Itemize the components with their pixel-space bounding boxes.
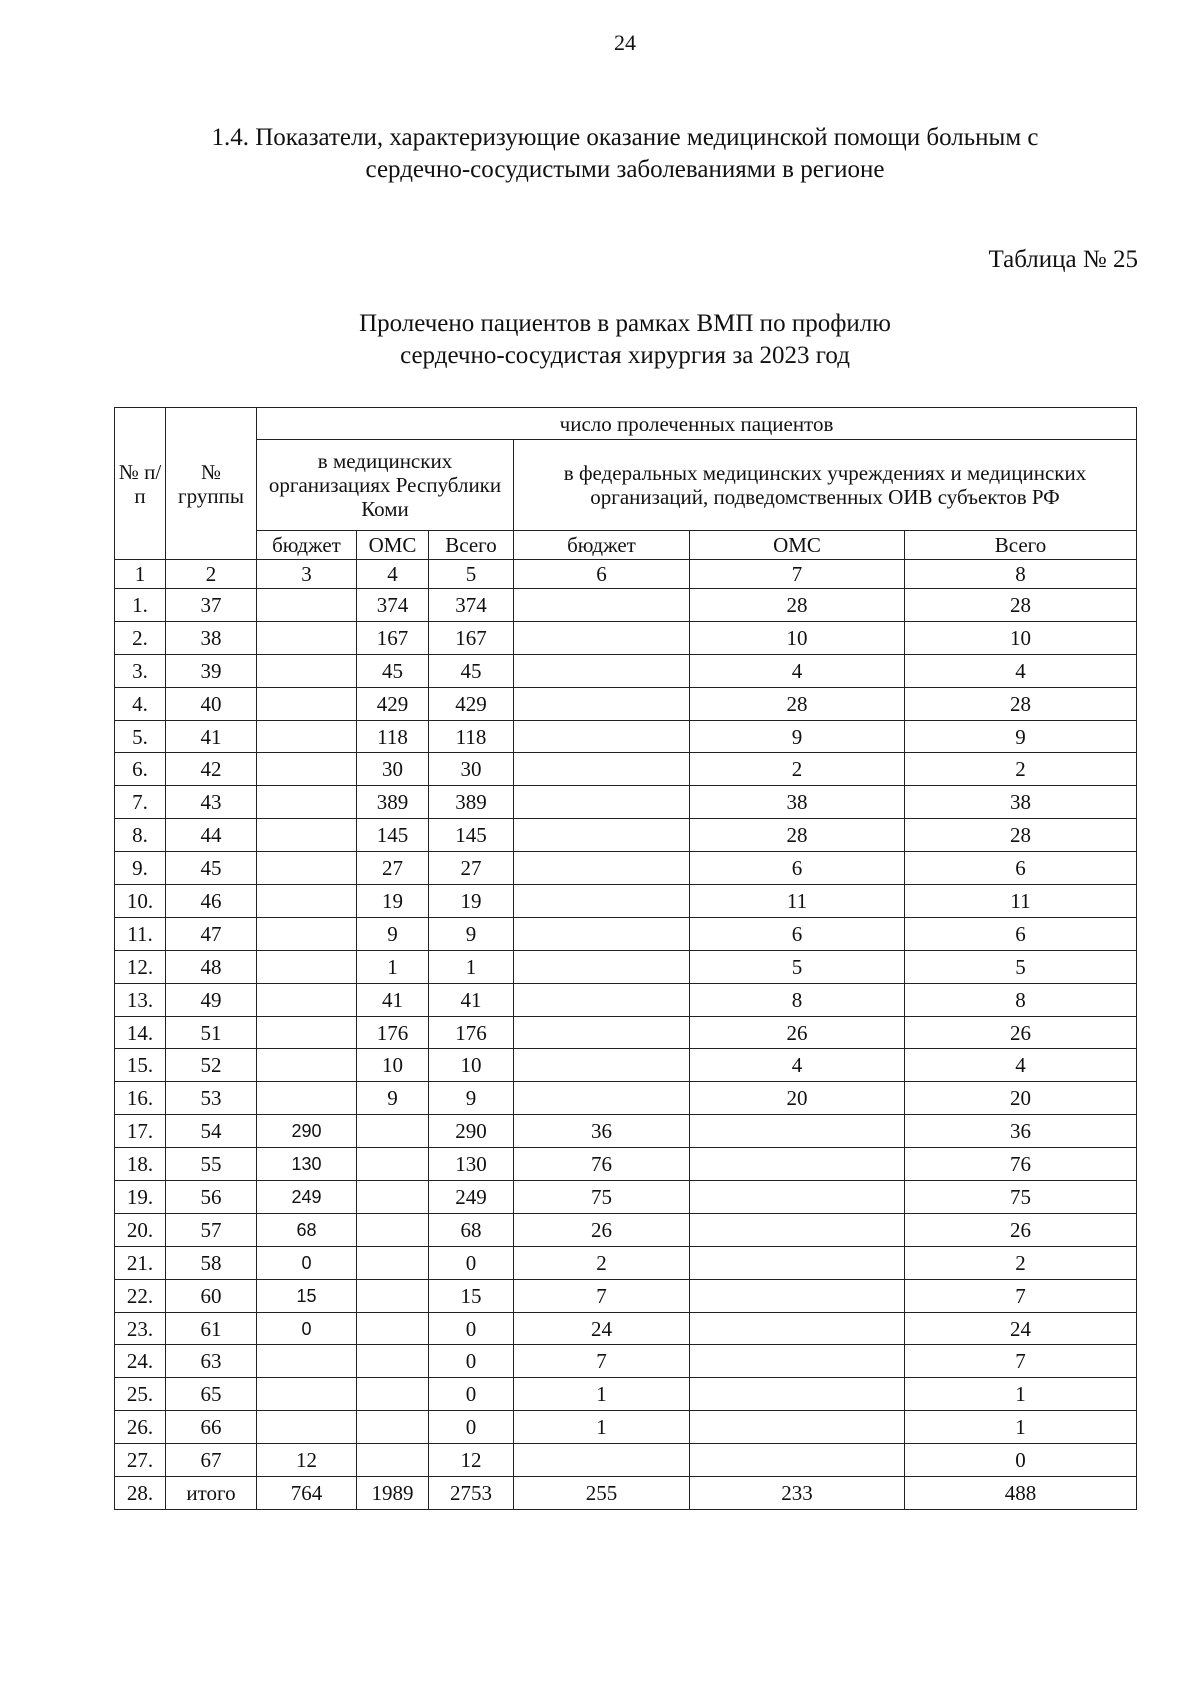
federal-total-cell: 7 (905, 1279, 1137, 1312)
group-number-cell: 43 (166, 786, 257, 819)
komi-budget-cell (257, 786, 357, 819)
komi-total-cell: 176 (429, 1016, 514, 1049)
table-row (115, 589, 1137, 622)
table-row (115, 654, 1137, 687)
komi-total-cell: 27 (429, 852, 514, 885)
table-row (115, 819, 1137, 852)
komi-total-cell: 12 (429, 1444, 514, 1477)
row-number-cell: 12. (115, 950, 166, 983)
table-row (115, 1312, 1137, 1345)
federal-budget-cell (514, 885, 690, 918)
komi-total-cell: 1 (429, 950, 514, 983)
table-number: Таблица № 25 (988, 246, 1138, 273)
federal-oms-cell: 20 (690, 1082, 905, 1115)
federal-budget-cell: 75 (514, 1181, 690, 1214)
komi-budget-cell: 130 (257, 1148, 357, 1181)
federal-budget-cell: 24 (514, 1312, 690, 1345)
komi-budget-cell (257, 917, 357, 950)
komi-total-cell: 10 (429, 1049, 514, 1082)
federal-total-cell: 36 (905, 1115, 1137, 1148)
group-number-cell: 55 (166, 1148, 257, 1181)
federal-total-cell: 38 (905, 786, 1137, 819)
federal-oms-cell: 6 (690, 917, 905, 950)
group-number-cell: 52 (166, 1049, 257, 1082)
row-number-cell: 2. (115, 621, 166, 654)
komi-budget-cell (257, 1049, 357, 1082)
federal-total-cell: 26 (905, 1213, 1137, 1246)
row-number-cell: 18. (115, 1148, 166, 1181)
federal-oms-cell (690, 1246, 905, 1279)
federal-budget-cell: 2 (514, 1246, 690, 1279)
table-row (115, 983, 1137, 1016)
federal-oms-cell (690, 1312, 905, 1345)
federal-budget-cell (514, 687, 690, 720)
table-row (115, 1246, 1137, 1279)
table-row (115, 1181, 1137, 1214)
komi-oms-cell: 30 (357, 753, 429, 786)
federal-oms-cell: 38 (690, 786, 905, 819)
table-row (115, 1444, 1137, 1477)
komi-total-cell: 15 (429, 1279, 514, 1312)
table-title-line-1: Пролечено пациентов в рамках ВМП по профилю (359, 310, 891, 337)
group-number-cell: 54 (166, 1115, 257, 1148)
komi-budget-cell: 68 (257, 1213, 357, 1246)
komi-oms-cell: 374 (357, 589, 429, 622)
federal-oms-cell (690, 1345, 905, 1378)
komi-oms-cell: 176 (357, 1016, 429, 1049)
table-title (100, 308, 1150, 372)
federal-budget-cell (514, 786, 690, 819)
table-row (115, 1049, 1137, 1082)
federal-total-cell: 1 (905, 1411, 1137, 1444)
komi-budget-cell (257, 621, 357, 654)
federal-oms-cell (690, 1115, 905, 1148)
federal-oms-cell: 5 (690, 950, 905, 983)
komi-total-cell: 249 (429, 1181, 514, 1214)
komi-budget-cell (257, 852, 357, 885)
header-treated-patients: число пролеченных пациентов (257, 408, 1137, 440)
federal-budget-cell (514, 1016, 690, 1049)
federal-oms-cell: 2 (690, 753, 905, 786)
group-number-cell: 40 (166, 687, 257, 720)
group-number-cell: 51 (166, 1016, 257, 1049)
federal-oms-cell: 8 (690, 983, 905, 1016)
federal-total-cell: 2 (905, 1246, 1137, 1279)
group-number-cell: 67 (166, 1444, 257, 1477)
komi-oms-cell (357, 1279, 429, 1312)
table-row (115, 852, 1137, 885)
federal-budget-cell (514, 819, 690, 852)
column-index: 7 (690, 560, 905, 589)
table-row (115, 753, 1137, 786)
komi-oms-cell: 45 (357, 654, 429, 687)
komi-oms-cell (357, 1148, 429, 1181)
table-title-line-2: сердечно-сосудистая хирургия за 2023 год (400, 342, 850, 369)
group-number-cell: 61 (166, 1312, 257, 1345)
row-number-cell: 21. (115, 1246, 166, 1279)
federal-total-cell: 4 (905, 654, 1137, 687)
komi-total-cell: 19 (429, 885, 514, 918)
komi-total-cell: 9 (429, 1082, 514, 1115)
header-komi-total: Всего (429, 531, 514, 560)
row-number-cell: 25. (115, 1378, 166, 1411)
row-number-cell: 28. (115, 1477, 166, 1510)
group-number-cell: 60 (166, 1279, 257, 1312)
table-row (115, 1378, 1137, 1411)
table-row (115, 950, 1137, 983)
federal-total-cell: 11 (905, 885, 1137, 918)
federal-budget-cell (514, 654, 690, 687)
column-index: 3 (257, 560, 357, 589)
komi-budget-cell: 15 (257, 1279, 357, 1312)
komi-total-cell: 130 (429, 1148, 514, 1181)
federal-oms-cell (690, 1411, 905, 1444)
komi-oms-cell (357, 1378, 429, 1411)
komi-oms-cell: 167 (357, 621, 429, 654)
federal-budget-cell (514, 983, 690, 1016)
federal-oms-cell: 233 (690, 1477, 905, 1510)
komi-budget-cell: 0 (257, 1312, 357, 1345)
komi-total-cell: 145 (429, 819, 514, 852)
patients-table (114, 407, 1137, 1510)
group-number-cell: 37 (166, 589, 257, 622)
header-row-number: № п/п (115, 408, 166, 560)
group-number-cell: 42 (166, 753, 257, 786)
federal-budget-cell: 7 (514, 1279, 690, 1312)
komi-total-cell: 2753 (429, 1477, 514, 1510)
header-komi-organizations: в медицинских организациях Республики Коми (257, 440, 514, 531)
federal-budget-cell (514, 1444, 690, 1477)
federal-oms-cell: 4 (690, 654, 905, 687)
group-number-cell: 65 (166, 1378, 257, 1411)
federal-oms-cell: 6 (690, 852, 905, 885)
group-number-cell: 38 (166, 621, 257, 654)
komi-total-cell: 9 (429, 917, 514, 950)
federal-total-cell: 20 (905, 1082, 1137, 1115)
federal-total-cell: 6 (905, 917, 1137, 950)
komi-total-cell: 118 (429, 720, 514, 753)
federal-budget-cell (514, 1082, 690, 1115)
header-komi-oms: ОМС (357, 531, 429, 560)
federal-budget-cell (514, 950, 690, 983)
komi-budget-cell (257, 1411, 357, 1444)
table-row (115, 885, 1137, 918)
table-row (115, 1148, 1137, 1181)
group-number-cell: 58 (166, 1246, 257, 1279)
komi-total-cell: 0 (429, 1411, 514, 1444)
komi-total-cell: 45 (429, 654, 514, 687)
table-row (115, 1477, 1137, 1510)
row-number-cell: 22. (115, 1279, 166, 1312)
komi-oms-cell: 9 (357, 917, 429, 950)
komi-budget-cell (257, 819, 357, 852)
komi-budget-cell (257, 1016, 357, 1049)
komi-oms-cell: 429 (357, 687, 429, 720)
row-number-cell: 13. (115, 983, 166, 1016)
komi-total-cell: 41 (429, 983, 514, 1016)
komi-budget-cell (257, 1378, 357, 1411)
group-number-cell: 57 (166, 1213, 257, 1246)
group-number-cell: 45 (166, 852, 257, 885)
komi-oms-cell (357, 1181, 429, 1214)
federal-budget-cell (514, 753, 690, 786)
komi-oms-cell: 389 (357, 786, 429, 819)
komi-budget-cell: 0 (257, 1246, 357, 1279)
federal-oms-cell: 28 (690, 589, 905, 622)
header-federal-total: Всего (905, 531, 1137, 560)
federal-total-cell: 28 (905, 687, 1137, 720)
table-body (115, 589, 1137, 1510)
federal-budget-cell (514, 720, 690, 753)
table-row (115, 1082, 1137, 1115)
table-row (115, 621, 1137, 654)
header-komi-budget: бюджет (257, 531, 357, 560)
federal-oms-cell: 28 (690, 687, 905, 720)
group-number-cell: 49 (166, 983, 257, 1016)
table-row (115, 1016, 1137, 1049)
komi-budget-cell (257, 720, 357, 753)
komi-oms-cell (357, 1115, 429, 1148)
komi-oms-cell (357, 1411, 429, 1444)
row-number-cell: 16. (115, 1082, 166, 1115)
group-number-cell: итого (166, 1477, 257, 1510)
federal-budget-cell: 1 (514, 1411, 690, 1444)
group-number-cell: 39 (166, 654, 257, 687)
federal-budget-cell (514, 621, 690, 654)
federal-budget-cell: 36 (514, 1115, 690, 1148)
komi-oms-cell: 1989 (357, 1477, 429, 1510)
table-row (115, 687, 1137, 720)
row-number-cell: 27. (115, 1444, 166, 1477)
group-number-cell: 53 (166, 1082, 257, 1115)
row-number-cell: 1. (115, 589, 166, 622)
federal-oms-cell: 26 (690, 1016, 905, 1049)
row-number-cell: 17. (115, 1115, 166, 1148)
federal-total-cell: 75 (905, 1181, 1137, 1214)
komi-oms-cell (357, 1213, 429, 1246)
komi-oms-cell (357, 1345, 429, 1378)
section-heading-line-1: 1.4. Показатели, характеризующие оказание медицинской помощи больным с (211, 124, 1039, 151)
komi-oms-cell (357, 1444, 429, 1477)
column-index: 5 (429, 560, 514, 589)
komi-total-cell: 429 (429, 687, 514, 720)
table-row (115, 1279, 1137, 1312)
komi-oms-cell (357, 1246, 429, 1279)
komi-budget-cell (257, 589, 357, 622)
group-number-cell: 47 (166, 917, 257, 950)
komi-total-cell: 0 (429, 1246, 514, 1279)
column-index: 8 (905, 560, 1137, 589)
federal-total-cell: 1 (905, 1378, 1137, 1411)
table-row (115, 1115, 1137, 1148)
federal-budget-cell (514, 1049, 690, 1082)
group-number-cell: 63 (166, 1345, 257, 1378)
federal-oms-cell (690, 1181, 905, 1214)
federal-budget-cell: 7 (514, 1345, 690, 1378)
row-number-cell: 8. (115, 819, 166, 852)
page-number: 24 (614, 30, 636, 55)
komi-budget-cell (257, 885, 357, 918)
federal-total-cell: 5 (905, 950, 1137, 983)
federal-budget-cell: 76 (514, 1148, 690, 1181)
table-row (115, 1411, 1137, 1444)
komi-total-cell: 0 (429, 1345, 514, 1378)
federal-oms-cell (690, 1148, 905, 1181)
komi-total-cell: 290 (429, 1115, 514, 1148)
komi-total-cell: 389 (429, 786, 514, 819)
federal-total-cell: 24 (905, 1312, 1137, 1345)
komi-budget-cell: 290 (257, 1115, 357, 1148)
row-number-cell: 10. (115, 885, 166, 918)
row-number-cell: 4. (115, 687, 166, 720)
group-number-cell: 66 (166, 1411, 257, 1444)
federal-total-cell: 28 (905, 819, 1137, 852)
row-number-cell: 26. (115, 1411, 166, 1444)
komi-oms-cell: 9 (357, 1082, 429, 1115)
row-number-cell: 24. (115, 1345, 166, 1378)
komi-oms-cell: 41 (357, 983, 429, 1016)
komi-oms-cell: 19 (357, 885, 429, 918)
row-number-cell: 11. (115, 917, 166, 950)
table-row (115, 1345, 1137, 1378)
komi-total-cell: 374 (429, 589, 514, 622)
komi-budget-cell (257, 687, 357, 720)
federal-budget-cell (514, 589, 690, 622)
federal-budget-cell: 1 (514, 1378, 690, 1411)
komi-oms-cell: 145 (357, 819, 429, 852)
komi-total-cell: 0 (429, 1378, 514, 1411)
komi-oms-cell: 10 (357, 1049, 429, 1082)
federal-oms-cell: 4 (690, 1049, 905, 1082)
row-number-cell: 15. (115, 1049, 166, 1082)
column-index: 2 (166, 560, 257, 589)
komi-total-cell: 30 (429, 753, 514, 786)
komi-budget-cell (257, 1345, 357, 1378)
header-federal-oms: ОМС (690, 531, 905, 560)
federal-oms-cell (690, 1378, 905, 1411)
row-number-cell: 20. (115, 1213, 166, 1246)
row-number-cell: 23. (115, 1312, 166, 1345)
federal-total-cell: 6 (905, 852, 1137, 885)
komi-budget-cell (257, 1082, 357, 1115)
federal-total-cell: 10 (905, 621, 1137, 654)
table-row (115, 1213, 1137, 1246)
komi-oms-cell: 27 (357, 852, 429, 885)
federal-total-cell: 0 (905, 1444, 1137, 1477)
table-row (115, 786, 1137, 819)
federal-oms-cell (690, 1213, 905, 1246)
komi-oms-cell (357, 1312, 429, 1345)
komi-budget-cell (257, 983, 357, 1016)
komi-budget-cell: 249 (257, 1181, 357, 1214)
komi-budget-cell (257, 654, 357, 687)
federal-total-cell: 4 (905, 1049, 1137, 1082)
federal-total-cell: 9 (905, 720, 1137, 753)
column-index: 4 (357, 560, 429, 589)
federal-oms-cell: 28 (690, 819, 905, 852)
komi-budget-cell: 764 (257, 1477, 357, 1510)
federal-total-cell: 7 (905, 1345, 1137, 1378)
federal-total-cell: 76 (905, 1148, 1137, 1181)
federal-total-cell: 2 (905, 753, 1137, 786)
header-group-number: № группы (166, 408, 257, 560)
federal-total-cell: 28 (905, 589, 1137, 622)
group-number-cell: 56 (166, 1181, 257, 1214)
komi-total-cell: 0 (429, 1312, 514, 1345)
column-index-row (115, 560, 1137, 589)
komi-oms-cell: 1 (357, 950, 429, 983)
table-row (115, 720, 1137, 753)
row-number-cell: 19. (115, 1181, 166, 1214)
federal-oms-cell: 9 (690, 720, 905, 753)
row-number-cell: 9. (115, 852, 166, 885)
federal-total-cell: 26 (905, 1016, 1137, 1049)
komi-budget-cell: 12 (257, 1444, 357, 1477)
federal-budget-cell (514, 917, 690, 950)
column-index: 6 (514, 560, 690, 589)
komi-total-cell: 68 (429, 1213, 514, 1246)
komi-total-cell: 167 (429, 621, 514, 654)
section-heading (100, 122, 1150, 186)
federal-oms-cell: 10 (690, 621, 905, 654)
komi-budget-cell (257, 753, 357, 786)
federal-budget-cell (514, 852, 690, 885)
federal-oms-cell (690, 1279, 905, 1312)
header-federal-budget: бюджет (514, 531, 690, 560)
group-number-cell: 41 (166, 720, 257, 753)
komi-budget-cell (257, 950, 357, 983)
federal-oms-cell (690, 1444, 905, 1477)
group-number-cell: 44 (166, 819, 257, 852)
header-federal-organizations: в федеральных медицинских учреждениях и медицинских организаций, подведомственных ОИВ субъектов РФ (514, 440, 1137, 531)
group-number-cell: 48 (166, 950, 257, 983)
federal-total-cell: 488 (905, 1477, 1137, 1510)
table-row (115, 917, 1137, 950)
group-number-cell: 46 (166, 885, 257, 918)
federal-total-cell: 8 (905, 983, 1137, 1016)
section-heading-line-2: сердечно-сосудистыми заболеваниями в регионе (365, 156, 885, 183)
komi-oms-cell: 118 (357, 720, 429, 753)
row-number-cell: 5. (115, 720, 166, 753)
federal-budget-cell: 255 (514, 1477, 690, 1510)
column-index: 1 (115, 560, 166, 589)
row-number-cell: 7. (115, 786, 166, 819)
federal-budget-cell: 26 (514, 1213, 690, 1246)
federal-oms-cell: 11 (690, 885, 905, 918)
row-number-cell: 6. (115, 753, 166, 786)
row-number-cell: 14. (115, 1016, 166, 1049)
row-number-cell: 3. (115, 654, 166, 687)
